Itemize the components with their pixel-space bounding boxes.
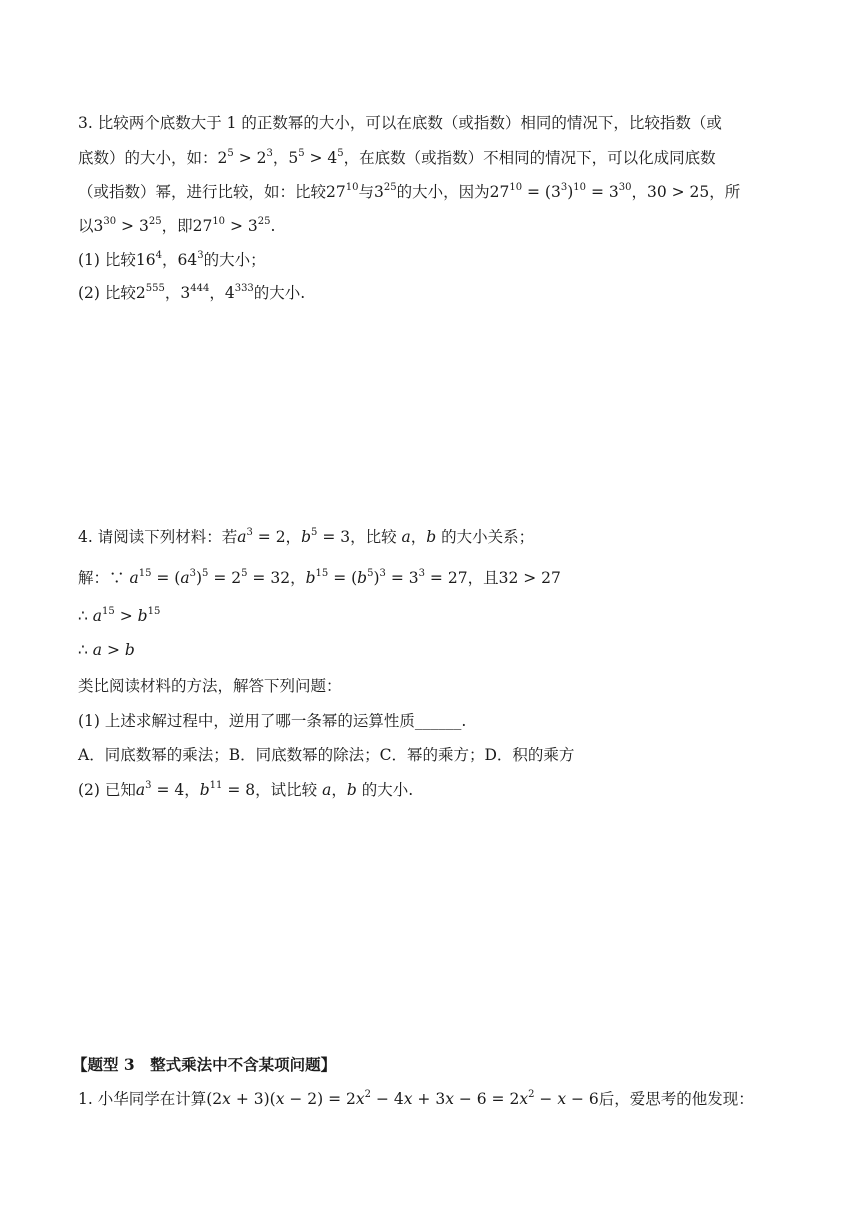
problem4-text: ，且 [467, 569, 499, 587]
math-expr: $27^{10} > 3^{25}$ [192, 216, 271, 235]
math-expr: a > b [87, 641, 135, 659]
problem4-text: ，试比较 [255, 781, 318, 799]
math-expr: ∵ $a^{15} = (a^3)^5 = 2^5 = 32$，$b^{15} = (b^5)^3 = 3^3 = 27$ [109, 568, 468, 587]
problem4-therefore2 [78, 640, 135, 660]
math-expr: $2^{555}$，$3^{444}$，$4^{333}$ [135, 283, 254, 302]
problem3-line3 [78, 182, 740, 202]
problem3-text: 以 [78, 217, 94, 235]
problem3-text: ，所 [709, 183, 741, 201]
problem3-text: (2) 比较 [78, 284, 136, 302]
problem4-therefore1 [78, 606, 160, 626]
therefore-symbol: ∴ [78, 607, 88, 625]
problem3-question1 [78, 250, 266, 270]
math-expr: $27^{10} = (3^3)^{10} = 3^{30}$，30 > 25 [489, 182, 710, 201]
problem4-text: 的大小. [361, 781, 414, 799]
problem3-text: 与 [358, 183, 374, 201]
problem3-text: ，在底数（或指数）不相同的情况下，可以化成同底数 [343, 149, 716, 167]
problem3-line1 [78, 113, 722, 133]
problem4-text: (2) 已知 [78, 781, 136, 799]
math-expr: a，b [396, 528, 442, 546]
math-expr: a，b [317, 781, 362, 799]
problem3-text: (1) 比较 [78, 251, 136, 269]
math-expr: $3^{30} > 3^{25}$ [93, 216, 162, 235]
problem3-text: 的大小. [253, 284, 306, 302]
problem4-text: 解： [78, 569, 110, 587]
problem4-solution [78, 568, 561, 588]
problem3-question2 [78, 283, 305, 303]
math-expr: $27^{10}$ [326, 182, 359, 201]
math-expr: $a^3 = 2$，$b^5 = 3$ [237, 527, 351, 546]
math-expr: $a^{15} > b^{15}$ [87, 606, 161, 625]
problem4-text: 的大小关系； [441, 528, 535, 546]
math-expr: $a^3 = 4$，$b^{11} = 8$ [135, 780, 256, 799]
problem3-text: 底数）的大小，如： [78, 149, 218, 167]
problem4-text: (1) 上述求解过程中，逆用了哪一条幂的运算性质______. [78, 712, 467, 730]
problem3-text: 的大小； [203, 251, 266, 269]
problem4-text: ，比较 [350, 528, 397, 546]
section-text: 后，爱思考的他发现： [598, 1090, 754, 1108]
problem4-question2 [78, 780, 413, 800]
section-title: 【题型 3 整式乘法中不含某项问题】 [72, 1055, 337, 1074]
problem3-line2 [78, 148, 716, 168]
section-text: 1. 小华同学在计算 [78, 1090, 207, 1108]
problem3-text: 的大小，因为 [396, 183, 490, 201]
math-expr: $3^{25}$ [374, 182, 397, 201]
problem3-text: . [270, 217, 276, 235]
math-expr: $2^5 > 2^3$，$5^5 > 4^5$ [217, 148, 344, 167]
therefore-symbol: ∴ [78, 641, 88, 659]
problem4-text: 4. 请阅读下列材料：若 [78, 528, 238, 546]
problem3-text: （或指数）幂，进行比较，如：比较 [78, 183, 327, 201]
problem4-text: 类比阅读材料的方法，解答下列问题： [78, 677, 342, 695]
problem4-options [78, 745, 574, 765]
problem4-text: A．同底数幂的乘法；B．同底数幂的除法；C．幂的乘方；D．积的乘方 [78, 746, 575, 764]
problem4-question1 [78, 711, 466, 731]
section-heading [72, 1055, 336, 1075]
math-expr: $16^4$，$64^3$ [135, 250, 204, 269]
math-expr: $(2x + 3)(x - 2) = 2x^2 - 4x + 3x - 6 = 2x^2 - x - 6$ [206, 1089, 599, 1108]
problem3-line4 [78, 216, 275, 236]
math-expr: 32 > 27 [498, 569, 561, 587]
problem3-text: 3. 比较两个底数大于 1 的正数幂的大小，可以在底数（或指数）相同的情况下，比较指数（或 [78, 114, 722, 132]
problem3-text: ，即 [161, 217, 193, 235]
problem4-analogy [78, 676, 342, 696]
section-problem1 [78, 1089, 754, 1109]
problem4-intro [78, 527, 534, 547]
